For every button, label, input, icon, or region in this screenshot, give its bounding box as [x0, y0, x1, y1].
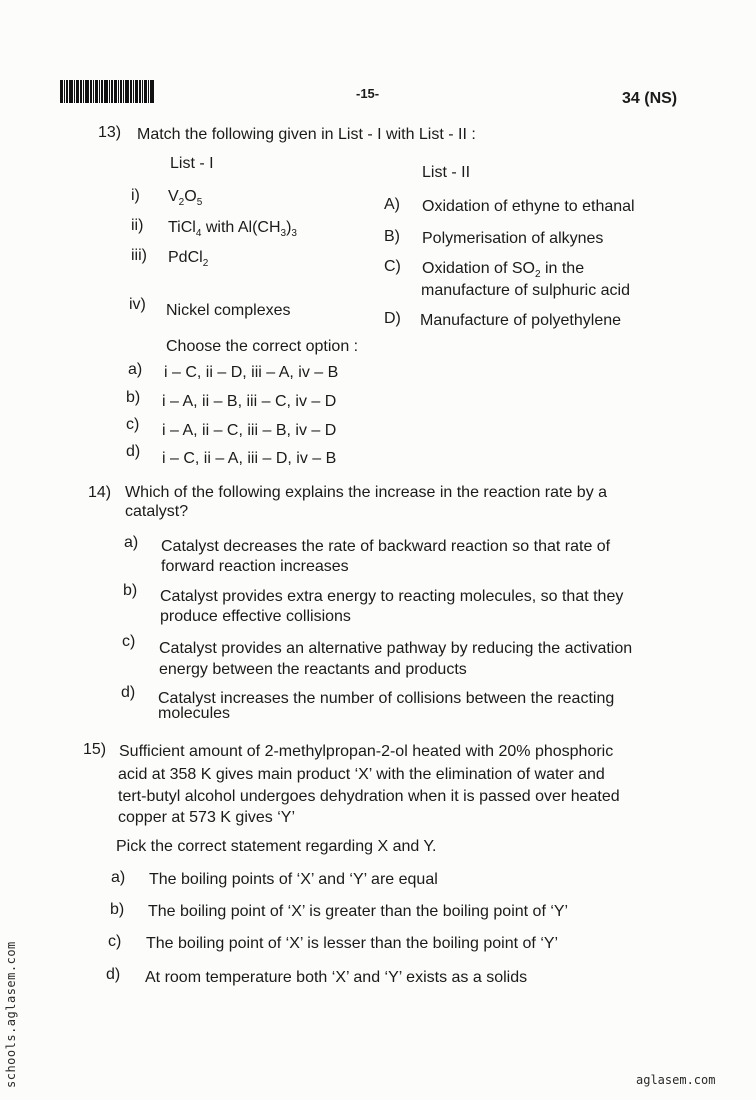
choose-instruction: Choose the correct option : — [166, 338, 359, 355]
list1-heading: List - I — [170, 155, 214, 172]
option-label: c) — [122, 633, 136, 650]
option-line2: energy between the reactants and products — [159, 661, 467, 678]
list2-item-text: Manufacture of polyethylene — [420, 312, 622, 329]
option-line1: Catalyst provides extra energy to reacting molecules, so that they — [160, 588, 624, 605]
q15-stem-line: tert-butyl alcohol undergoes dehydration when it is passed over heated — [118, 788, 620, 805]
list2-item-text: Polymerisation of alkynes — [422, 230, 604, 247]
option-text: i – C, ii – A, iii – D, iv – B — [162, 450, 337, 467]
q15-stem-line: acid at 358 K gives main product ‘X’ with the elimination of water and — [118, 766, 605, 783]
list2-item-text-line2: manufacture of sulphuric acid — [421, 282, 630, 299]
q15-stem-line: copper at 573 K gives ‘Y’ — [118, 809, 295, 826]
list2-item-text-line1: Oxidation of $SO_2$ in the — [422, 260, 585, 281]
option-label: a) — [111, 869, 126, 886]
list1-item-label: ii) — [131, 217, 144, 234]
barcode — [60, 80, 166, 103]
option-text: i – C, ii – D, iii – A, iv – B — [164, 364, 339, 381]
pick-instruction: Pick the correct statement regarding X and Y. — [116, 838, 437, 855]
option-line2: molecules — [158, 705, 231, 722]
option-line1: Catalyst increases the number of collisions between the reacting — [158, 690, 615, 707]
option-text: i – A, ii – B, iii – C, iv – D — [162, 393, 337, 410]
list2-item-text: Oxidation of ethyne to ethanal — [422, 198, 635, 215]
list2-item-label: B) — [384, 228, 400, 245]
list2-item-label: D) — [384, 310, 401, 327]
list1-item-label: i) — [131, 187, 140, 204]
option-line1: Catalyst provides an alternative pathway by reducing the activation — [159, 640, 633, 657]
list1-item-formula: $V_2O_5$ — [168, 188, 203, 209]
list2-heading: List - II — [422, 164, 471, 181]
option-label: c) — [108, 933, 122, 950]
option-label: b) — [126, 389, 141, 406]
list1-item-formula: TiCl$_4$ with $Al(CH_3)_3$ — [168, 219, 297, 240]
list1-item-text: Nickel complexes — [166, 302, 291, 319]
option-label: c) — [126, 416, 140, 433]
paper-code: 34 (NS) — [622, 90, 678, 107]
list1-item-label: iv) — [129, 296, 146, 313]
option-line2: produce effective collisions — [160, 608, 351, 625]
option-text: The boiling point of ‘X’ is greater than the boiling point of ‘Y’ — [148, 903, 569, 920]
option-label: d) — [126, 443, 141, 460]
option-label: b) — [123, 582, 138, 599]
option-text: i – A, ii – C, iii – B, iv – D — [162, 422, 337, 439]
side-watermark: schools.aglasem.com — [4, 941, 18, 1088]
option-label: b) — [110, 901, 125, 918]
q13-stem: Match the following given in List - I with List - II : — [137, 126, 476, 143]
page-number: -15- — [356, 86, 380, 101]
option-label: a) — [124, 534, 139, 551]
q13-number: 13) — [98, 124, 122, 141]
option-label: a) — [128, 361, 143, 378]
q15-number: 15) — [83, 741, 107, 758]
list2-item-label: C) — [384, 258, 401, 275]
option-text: At room temperature both ‘X’ and ‘Y’ exists as a solids — [145, 969, 528, 986]
list1-item-label: iii) — [131, 247, 147, 264]
footer-watermark: aglasem.com — [636, 1073, 716, 1087]
option-text: The boiling points of ‘X’ and ‘Y’ are equal — [149, 871, 438, 888]
option-text: The boiling point of ‘X’ is lesser than the boiling point of ‘Y’ — [146, 935, 559, 952]
q14-stem-line2: catalyst? — [125, 503, 189, 520]
q14-stem-line1: Which of the following explains the increase in the reaction rate by a — [125, 484, 608, 501]
option-line1: Catalyst decreases the rate of backward reaction so that rate of — [161, 538, 611, 555]
option-label: d) — [121, 684, 136, 701]
q15-stem-line: Sufficient amount of 2-methylpropan-2-ol heated with 20% phosphoric — [119, 743, 614, 760]
option-line2: forward reaction increases — [161, 558, 349, 575]
q14-number: 14) — [88, 484, 112, 501]
option-label: d) — [106, 966, 121, 983]
list1-item-formula: PdCl$_2$ — [168, 249, 209, 270]
list2-item-label: A) — [384, 196, 400, 213]
